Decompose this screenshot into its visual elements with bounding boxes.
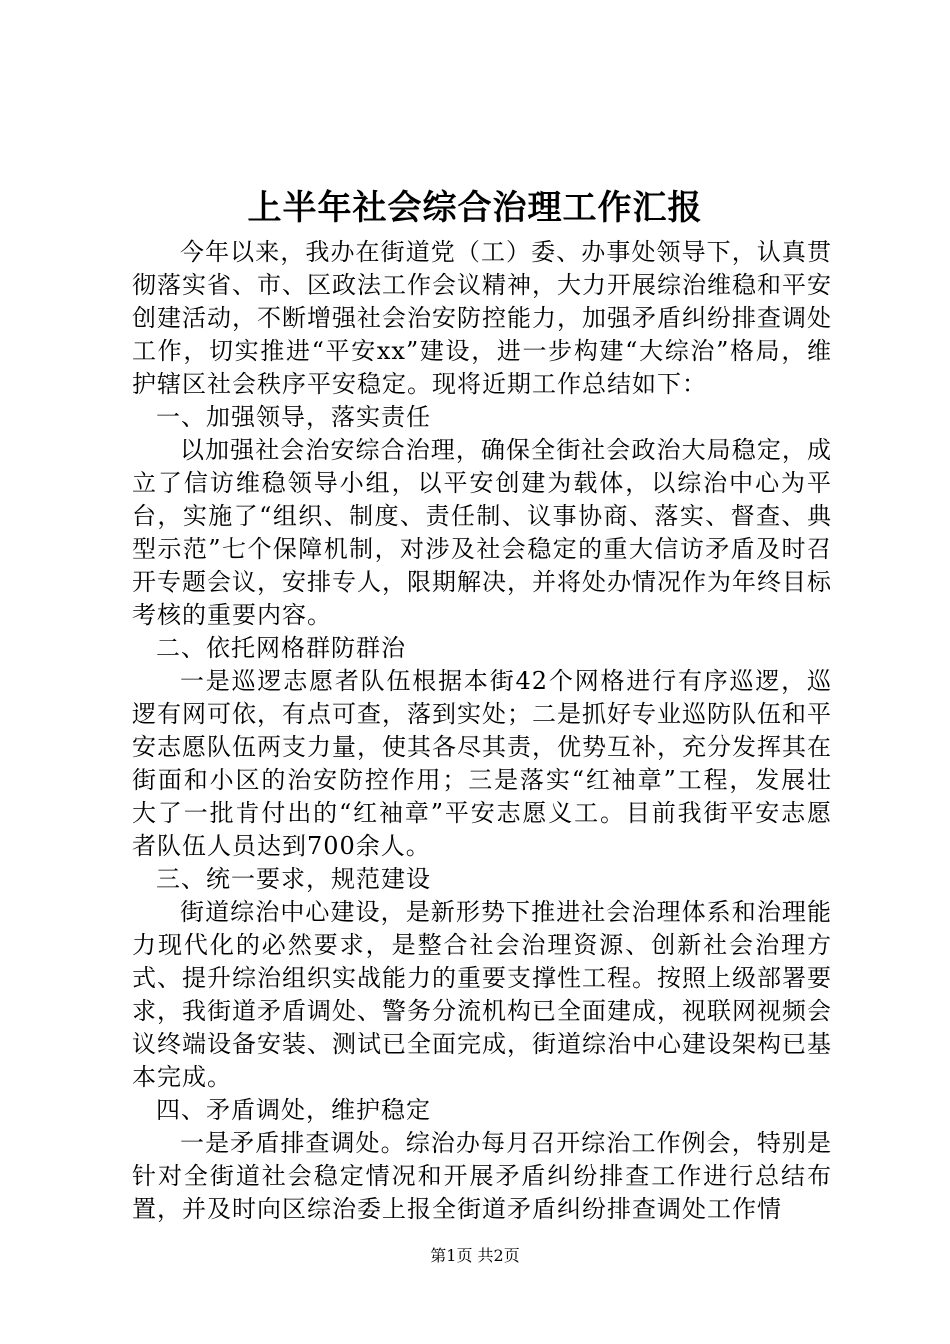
section-heading-1: 一、加强领导，落实责任 <box>156 403 431 431</box>
document-body <box>132 236 832 1226</box>
section-heading-4: 四、矛盾调处，维护稳定 <box>156 1096 431 1124</box>
page-title: 上半年社会综合治理工作汇报 <box>247 188 703 228</box>
paragraph-section-3: 街道综治中心建设，是新形势下推进社会治理体系和治理能力现代化的必然要求，是整合社会治理资源、创新社会治理方式、提升综治组织实战能力的重要支撑性工程。按照上级部署要求，我街道矛盾调处、警务分流机构已全面建成，视联网视频会议终端设备安装、测试已全面完成，街道综治中心建设架构已基本完成。 <box>132 898 832 1091</box>
page-footer: 第1页 共2页 <box>430 1246 520 1265</box>
paragraph-section-2: 一是巡逻志愿者队伍根据本街42个网格进行有序巡逻，巡逻有网可依，有点可查，落到实处；二是抓好专业巡防队伍和平安志愿队伍两支力量，使其各尽其责，优势互补，充分发挥其在街面和小区的治安防控作用；三是落实“红袖章”工程，发展壮大了一批肯付出的“红袖章”平安志愿义工。目前我街平安志愿者队伍人员达到700余人。 <box>132 667 832 860</box>
paragraph-intro: 今年以来，我办在街道党（工）委、办事处领导下，认真贯彻落实省、市、区政法工作会议精神，大力开展综治维稳和平安创建活动，不断增强社会治安防控能力，加强矛盾纠纷排查调处工作，切实推进“平安xx”建设，进一步构建“大综治”格局，维护辖区社会秩序平安稳定。现将近期工作总结如下： <box>132 238 832 398</box>
paragraph-section-1: 以加强社会治安综合治理，确保全街社会政治大局稳定，成立了信访维稳领导小组，以平安创建为载体，以综治中心为平台，实施了“组织、制度、责任制、议事协商、落实、督查、典型示范”七个保障机制，对涉及社会稳定的重大信访矛盾及时召开专题会议，安排专人，限期解决，并将处办情况作为年终目标考核的重要内容。 <box>132 436 832 629</box>
section-heading-2: 二、依托网格群防群治 <box>156 634 406 662</box>
section-heading-3: 三、统一要求，规范建设 <box>156 865 431 893</box>
paragraph-section-4: 一是矛盾排查调处。综治办每月召开综治工作例会，特别是针对全街道社会稳定情况和开展矛盾纠纷排查工作进行总结布置，并及时向区综治委上报全街道矛盾纠纷排查调处工作情 <box>132 1129 832 1223</box>
